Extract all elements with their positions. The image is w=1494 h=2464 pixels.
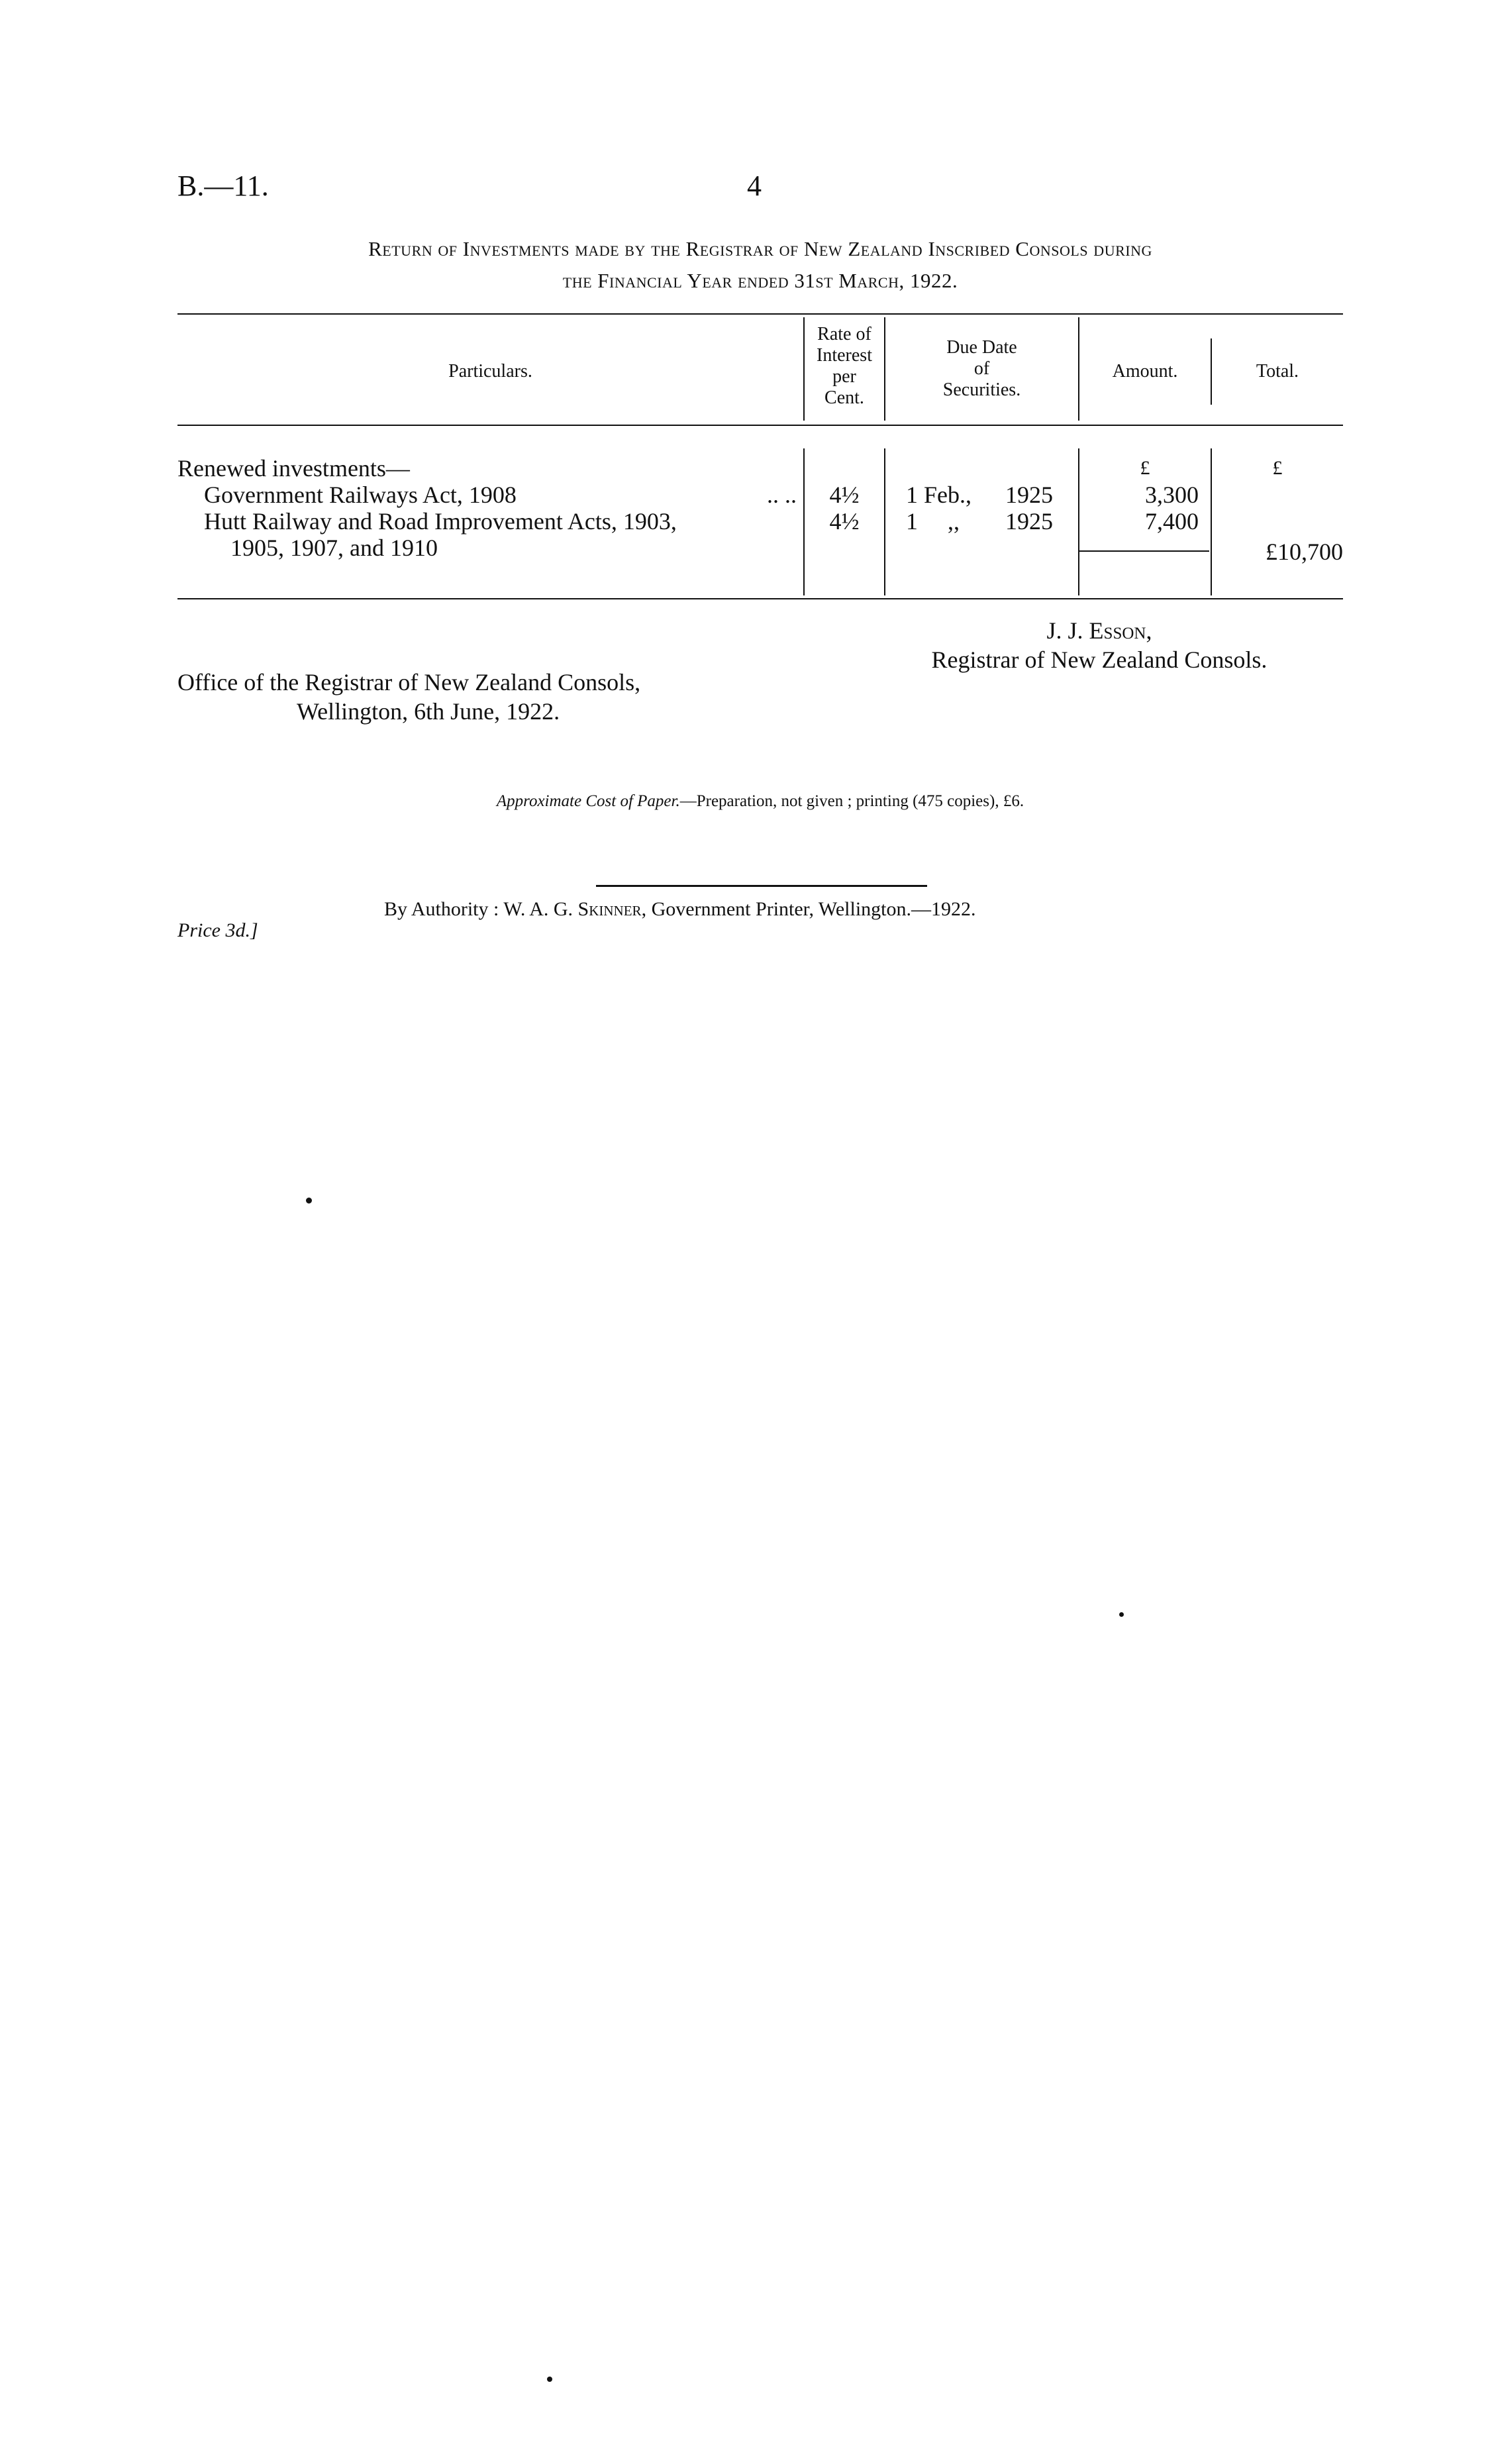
row-1-amount: 3,300 bbox=[1145, 482, 1199, 508]
scan-speck bbox=[306, 1198, 312, 1204]
table-header-rule bbox=[177, 425, 1343, 426]
office-line-2: Wellington, 6th June, 1922. bbox=[297, 698, 560, 725]
cost-text: —Preparation, not given ; printing (475 copies), £6. bbox=[679, 792, 1024, 810]
table-top-rule bbox=[177, 313, 1343, 315]
header-total: Total. bbox=[1256, 361, 1299, 382]
row-2-amount: 7,400 bbox=[1145, 508, 1199, 535]
page-number: 4 bbox=[747, 170, 762, 202]
group-heading: Renewed investments— bbox=[177, 455, 410, 482]
total-currency: £ bbox=[1272, 457, 1283, 479]
investments-table bbox=[177, 313, 1343, 599]
header-due-date: Due Date of Securities. bbox=[942, 337, 1021, 400]
row-1-rate: 4½ bbox=[829, 482, 860, 508]
row-2-particulars: Hutt Railway and Road Improvement Acts, 1903, bbox=[204, 508, 677, 535]
scan-speck bbox=[547, 2377, 552, 2382]
row-1-due-day: 1 Feb., bbox=[906, 482, 971, 508]
document-title bbox=[177, 233, 1343, 297]
row-2-particulars-cont: 1905, 1907, and 1910 bbox=[230, 535, 438, 561]
cost-note bbox=[177, 792, 1343, 811]
office-line-1: Office of the Registrar of New Zealand Consols, bbox=[177, 669, 641, 695]
header-amount: Amount. bbox=[1112, 361, 1178, 382]
signatory-title: Registrar of New Zealand Consols. bbox=[931, 646, 1268, 673]
header-rate: Rate of Interest per Cent. bbox=[817, 324, 872, 408]
title-line-1: Return of Investments made by the Registrar of New Zealand Inscribed Consols during bbox=[368, 237, 1152, 260]
amount-currency: £ bbox=[1140, 457, 1150, 479]
row-2-due-day: 1 ,, bbox=[906, 508, 960, 535]
signature-block bbox=[881, 616, 1318, 674]
cost-label: Approximate Cost of Paper. bbox=[496, 792, 680, 810]
row-1-particulars: Government Railways Act, 1908 bbox=[204, 482, 517, 508]
row-1-leaders: .. .. bbox=[767, 482, 797, 508]
office-address bbox=[177, 668, 640, 726]
printer-name: Skinner bbox=[577, 898, 642, 920]
title-line-2: the Financial Year ended 31st March, 1922. bbox=[562, 269, 958, 292]
footer-divider bbox=[596, 885, 927, 887]
header-particulars: Particulars. bbox=[448, 361, 532, 382]
grand-total: £10,700 bbox=[1266, 539, 1343, 565]
signatory-name: J. J. Esson, bbox=[1046, 617, 1152, 644]
row-2-rate: 4½ bbox=[829, 508, 860, 535]
price-label: Price 3d.] bbox=[177, 919, 258, 941]
scan-speck bbox=[1119, 1612, 1124, 1617]
column-divider bbox=[884, 448, 885, 595]
row-2-due-year: 1925 bbox=[1005, 508, 1053, 535]
row-1-due-year: 1925 bbox=[1005, 482, 1053, 508]
printer-authority: By Authority : W. A. G. Skinner, Government Printer, Wellington.—1922. bbox=[384, 898, 976, 920]
table-bottom-rule bbox=[177, 598, 1343, 599]
document-reference: B.—11. bbox=[177, 170, 269, 202]
amount-sum-rule bbox=[1079, 550, 1209, 552]
